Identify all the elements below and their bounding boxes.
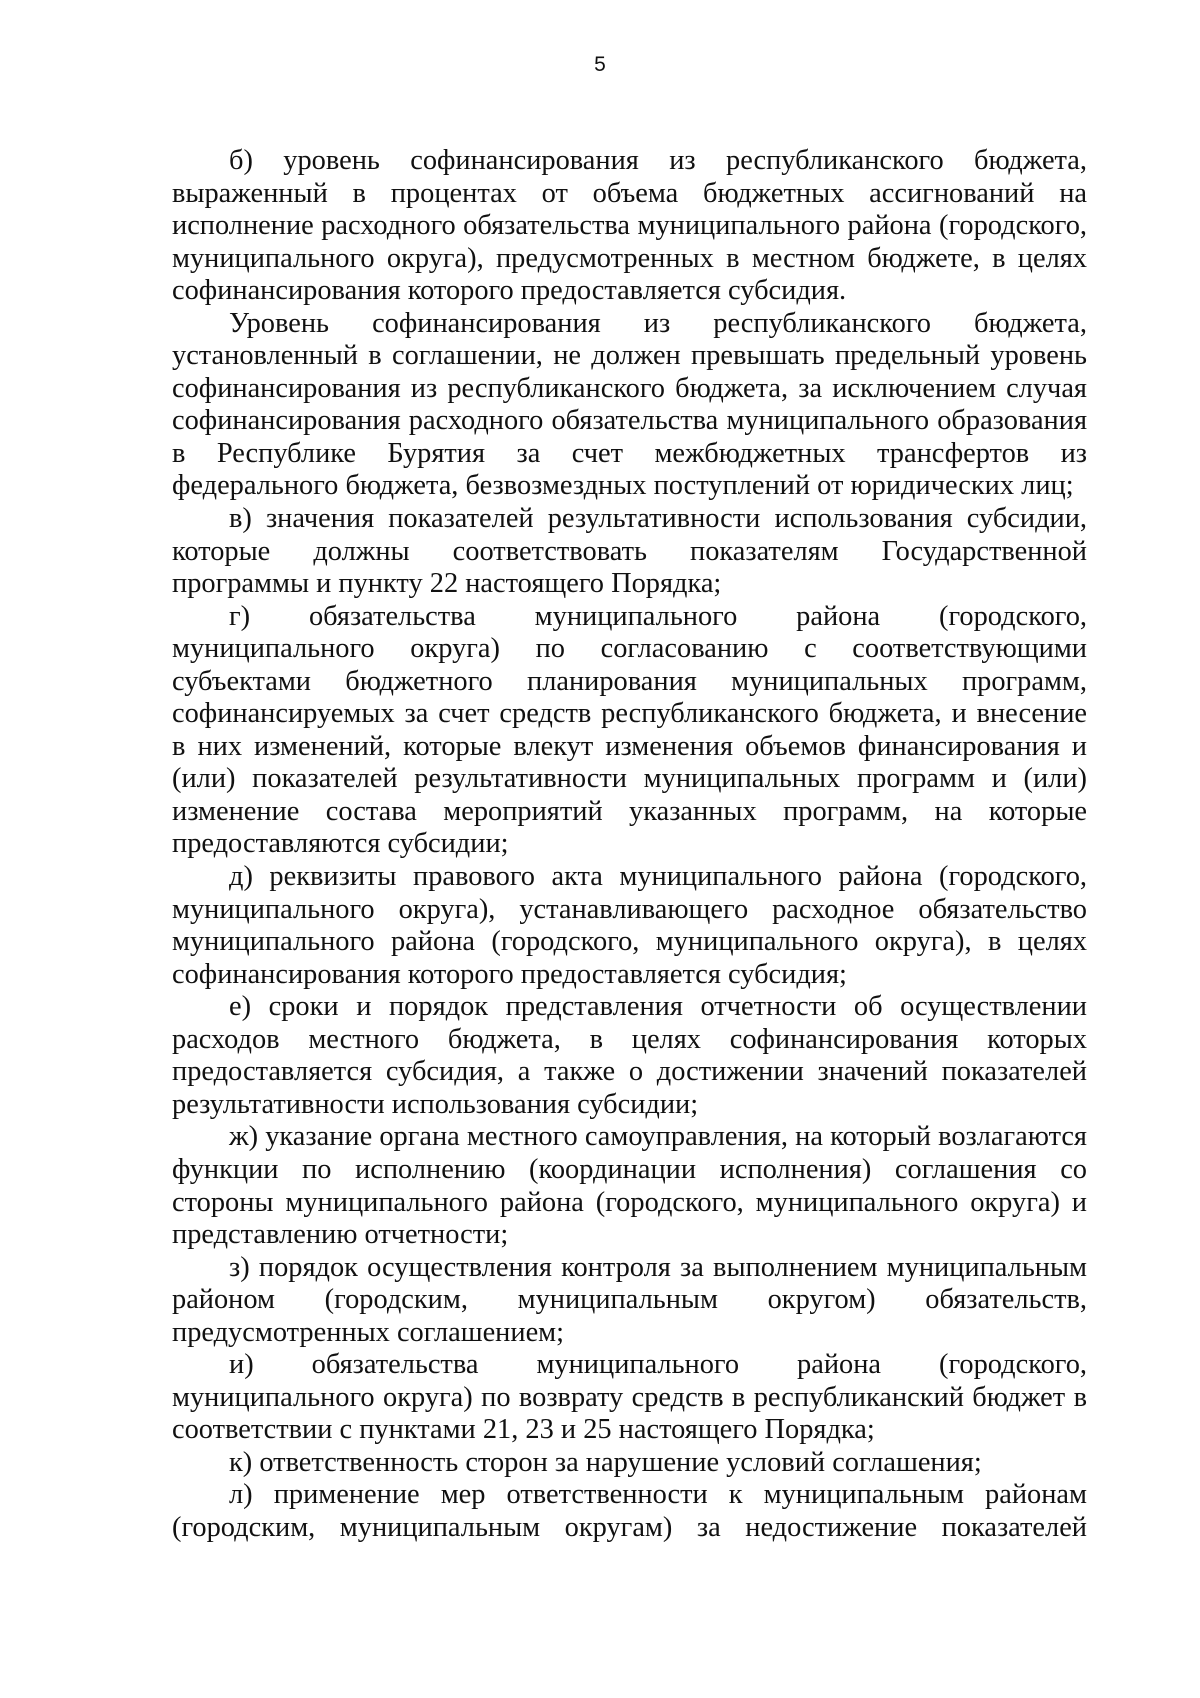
- paragraph-cofinancing-level: Уровень софинансирования из республиканского бюджета, установленный в соглашении, не должен превышать предельный уровень софинансирования из республиканского бюджета, за исключением случая софинансирования расходного обязательства муниципального образования в Республике Бурятия за счет межбюджетных трансфертов из федерального бюджета, безвозмездных поступлений от юридических лиц;: [172, 307, 1087, 502]
- paragraph-i: и) обязательства муниципального района (городского, муниципального округа) по возврату средств в республиканский бюджет в соответствии с пунктами 21, 23 и 25 настоящего Порядка;: [172, 1349, 1087, 1446]
- paragraph-z: з) порядок осуществления контроля за выполнением муниципальным районом (городским, муниципальным округом) обязательств, предусмотренных соглашением;: [172, 1251, 1087, 1348]
- paragraph-l: л) применение мер ответственности к муниципальным районам (городским, муниципальным округам) за недостижение показателей: [172, 1479, 1087, 1543]
- paragraph-b: б) уровень софинансирования из республиканского бюджета, выраженный в процентах от объема бюджетных ассигнований на исполнение расходного обязательства муниципального района (городского, муниципального округа), предусмотренных в местном бюджете, в целях софинансирования которого предоставляется субсидия.: [172, 145, 1087, 307]
- paragraph-k: к) ответственность сторон за нарушение условий соглашения;: [229, 1446, 982, 1478]
- paragraph-d: д) реквизиты правового акта муниципального района (городского, муниципального округа), устанавливающего расходное обязательство муниципального района (городского, муниципального округа), в целях софинансирования которого предоставляется субсидия;: [172, 861, 1087, 990]
- paragraph-g: г) обязательства муниципального района (городского, муниципального округа) по согласованию с соответствующими субъектами бюджетного планирования муниципальных программ, софинансируемых за счет средств республиканского бюджета, и внесение в них изменений, которые влекут изменения объемов финансирования и (или) показателей результативности муниципальных программ и (или) изменение состава мероприятий указанных программ, на которые предоставляются субсидии;: [172, 600, 1087, 860]
- document-body: [172, 145, 1087, 1545]
- paragraph-zh: ж) указание органа местного самоуправления, на который возлагаются функции по исполнению (координации исполнения) соглашения со стороны муниципального района (городского, муниципального округа) и представлению отчетности;: [172, 1121, 1087, 1251]
- paragraph-e: е) сроки и порядок представления отчетности об осуществлении расходов местного бюджета, в целях софинансирования которых предоставляется субсидия, а также о достижении значений показателей результативности использования субсидии;: [172, 991, 1087, 1120]
- paragraph-v: в) значения показателей результативности использования субсидии, которые должны соответствовать показателям Государственной программы и пункту 22 настоящего Порядка;: [172, 503, 1087, 600]
- page-number: 5: [594, 53, 606, 76]
